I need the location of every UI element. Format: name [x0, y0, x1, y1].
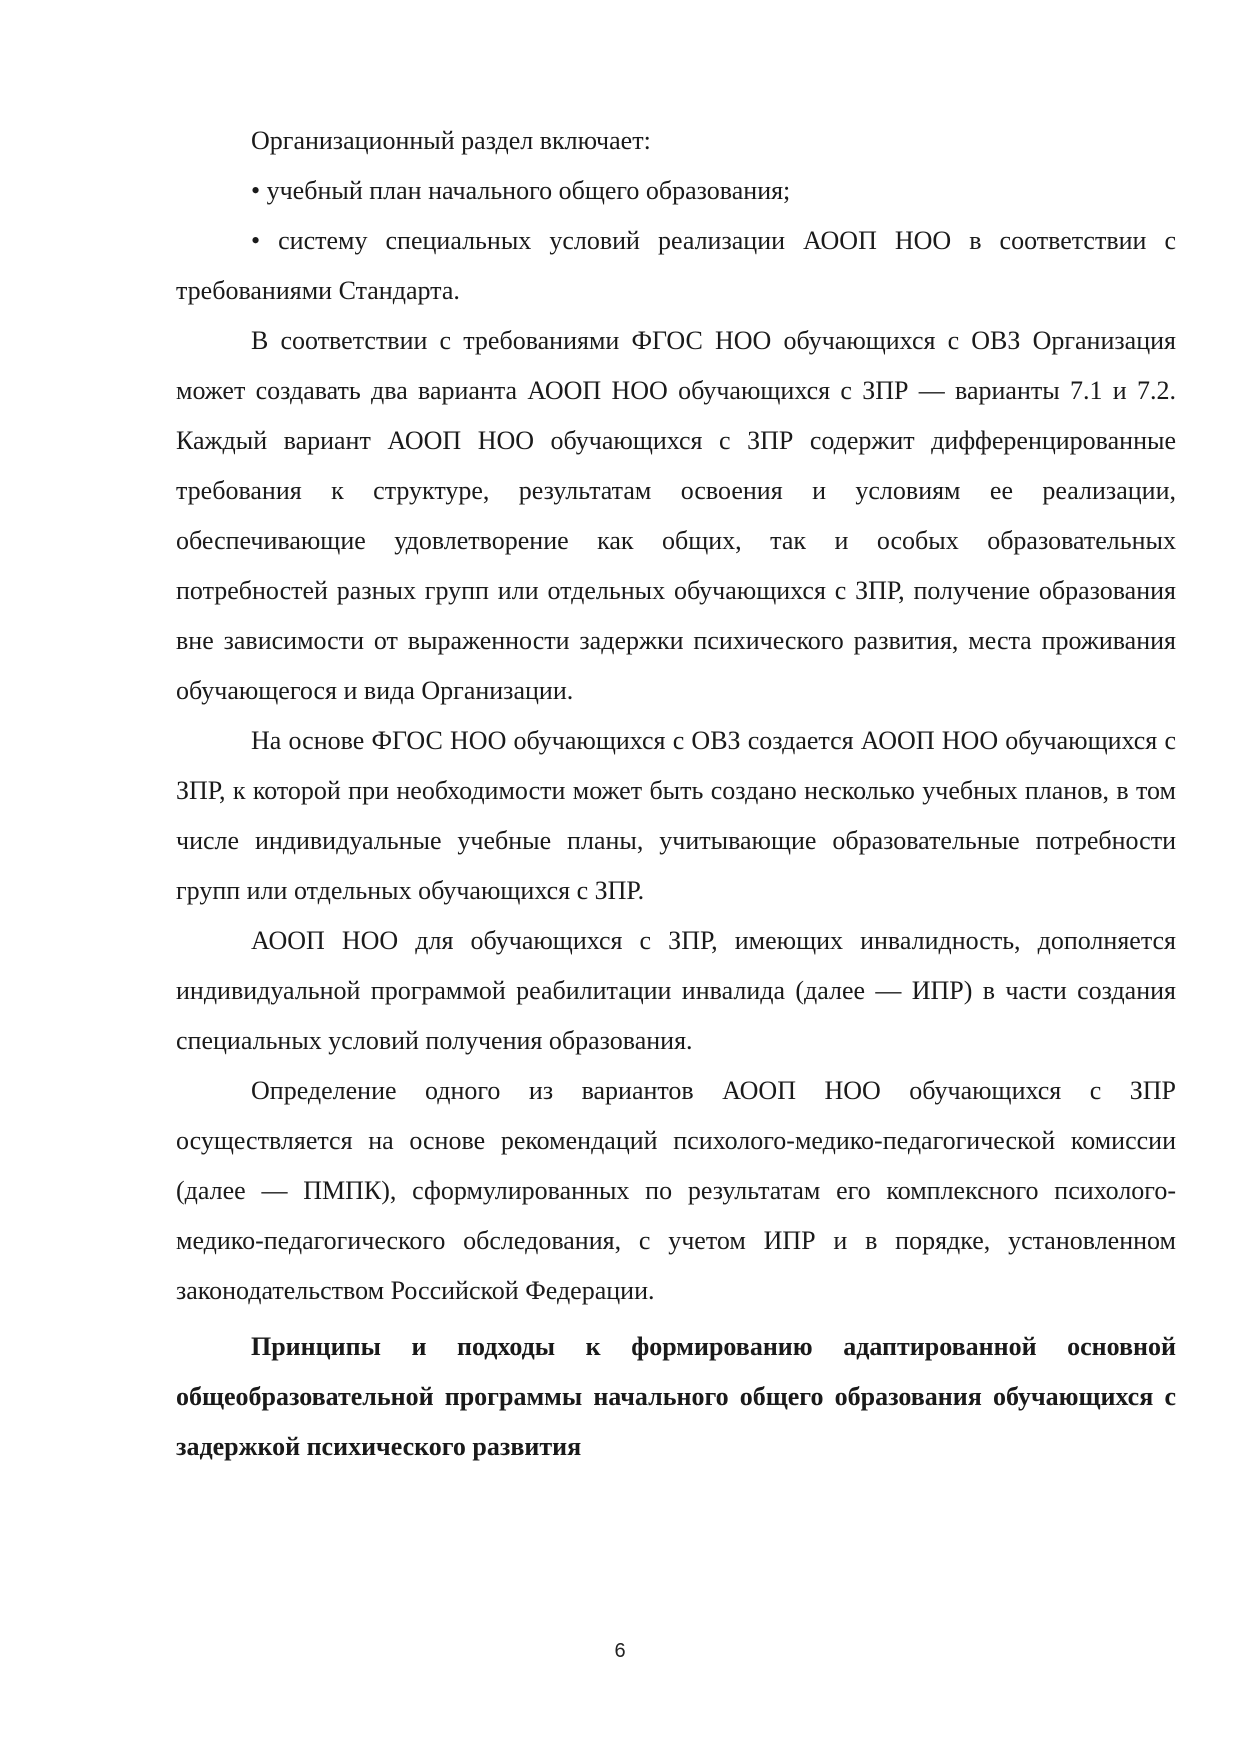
- paragraph-pmpk-determination: Определение одного из вариантов АООП НОО обучающихся с ЗПР осуществляется на основе рекомендаций психолого-медико-педагогической комиссии (далее — ПМПК), сформулированных по результатам его комплексного психолого-медико-педагогического обследования, с учетом ИПР и в порядке, установленном законодательством Российской Федерации.: [176, 1076, 1176, 1305]
- section-heading: Принципы и подходы к формированию адаптированной основной общеобразовательной программы начального общего образования обучающихся с задержкой психического развития: [176, 1332, 1176, 1461]
- list-item-curriculum: • учебный план начального общего образования;: [251, 176, 791, 205]
- paragraph-aoop-variants: В соответствии с требованиями ФГОС НОО обучающихся с ОВЗ Организация может создавать два варианта АООП НОО обучающихся с ЗПР — варианты 7.1 и 7.2. Каждый вариант АООП НОО обучающихся с ЗПР содержит дифференцированные требования к структуре, результатам освоения и условиям ее реализации, обеспечивающие удовлетворение как общих, так и особых образовательных потребностей разных групп или отдельных обучающихся с ЗПР, получение образования вне зависимости от выраженности задержки психического развития, места проживания обучающегося и вида Организации.: [176, 326, 1176, 705]
- document-body: [176, 116, 1176, 1472]
- list-item-special-conditions: • систему специальных условий реализации АООП НОО в соответствии с требованиями Стандарта.: [176, 226, 1176, 305]
- paragraph-disability-ipr: АООП НОО для обучающихся с ЗПР, имеющих инвалидность, дополняется индивидуальной программой реабилитации инвалида (далее — ИПР) в части создания специальных условий получения образования.: [176, 926, 1176, 1055]
- paragraph-org-section-intro: Организационный раздел включает:: [251, 126, 651, 155]
- paragraph-fgos-basis: На основе ФГОС НОО обучающихся с ОВЗ создается АООП НОО обучающихся с ЗПР, к которой при необходимости может быть создано несколько учебных планов, в том числе индивидуальные учебные планы, учитывающие образовательные потребности групп или отдельных обучающихся с ЗПР.: [176, 726, 1176, 905]
- page-number: 6: [614, 1640, 626, 1662]
